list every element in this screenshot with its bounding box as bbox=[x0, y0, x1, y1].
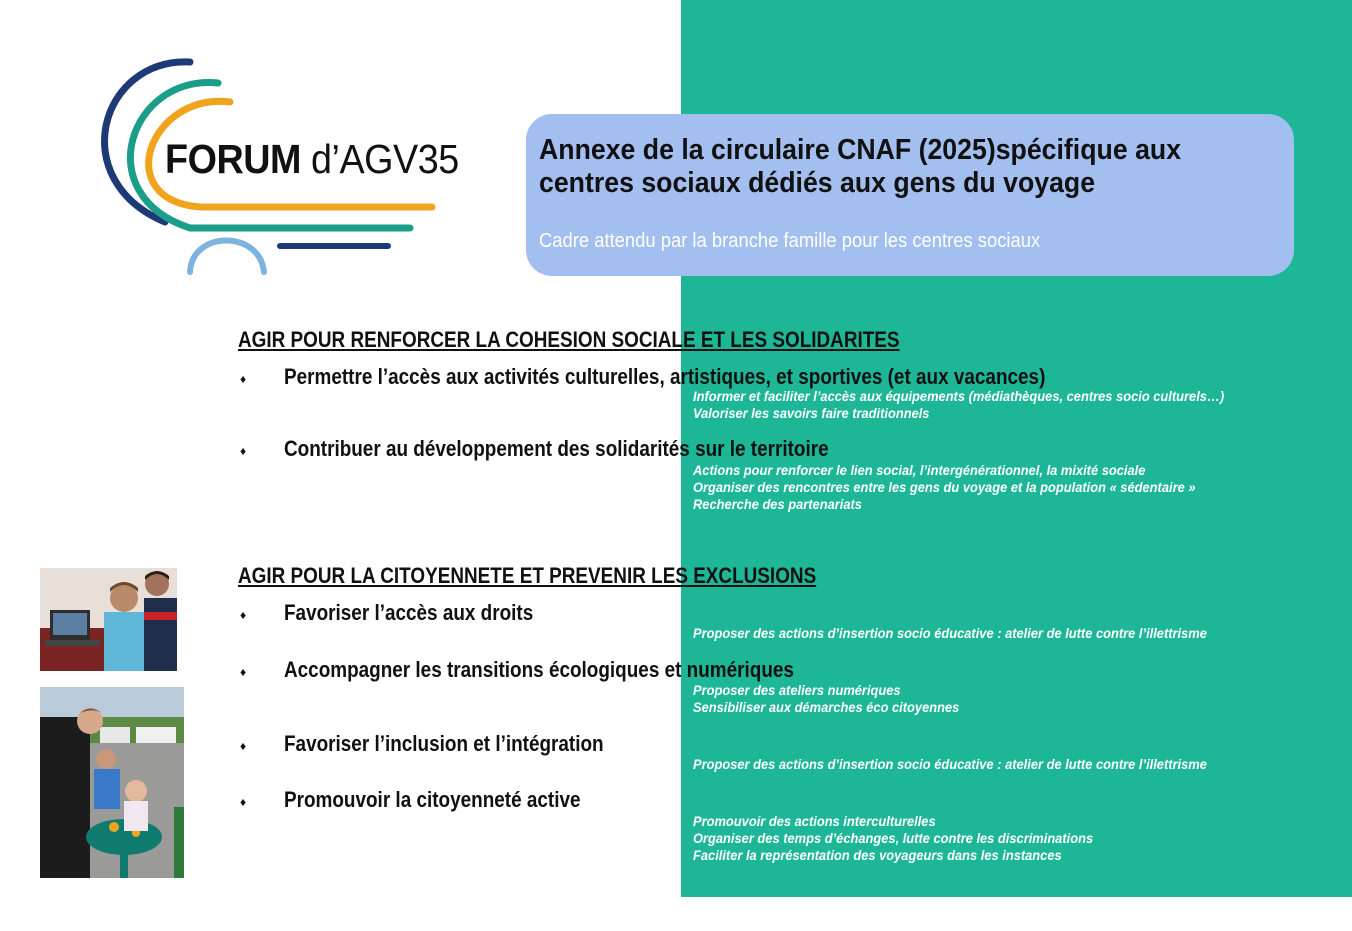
detail-line: Informer et faciliter l’accès aux équipements (médiathèques, centres socio culturels…) bbox=[693, 388, 1225, 404]
logo-text-bold: FORUM bbox=[165, 136, 301, 182]
photo-activity-outdoor bbox=[40, 687, 184, 878]
item-acces-activites: Permettre l’accès aux activités culturelles, artistiques, et sportives (et aux vacances) bbox=[284, 364, 1046, 389]
item-acces-droits-details bbox=[693, 625, 1207, 642]
logo-text bbox=[165, 136, 459, 183]
bullet-icon: ♦ bbox=[240, 608, 247, 622]
bullet-icon: ♦ bbox=[240, 739, 247, 753]
detail-line: Recherche des partenariats bbox=[693, 496, 862, 512]
logo-arch-lightblue bbox=[190, 241, 264, 273]
logo-text-regular: d’AGV35 bbox=[300, 136, 459, 182]
page-title-line2: centres sociaux dédiés aux gens du voyage bbox=[539, 167, 1096, 199]
item-transitions-details bbox=[693, 682, 959, 716]
item-citoyennete-active: Promouvoir la citoyenneté active bbox=[284, 787, 581, 812]
page-subtitle: Cadre attendu par la branche famille pour les centres sociaux bbox=[539, 230, 1041, 252]
item-solidarites-details bbox=[693, 462, 1195, 513]
photo-children-laptop bbox=[40, 568, 177, 671]
detail-line: Sensibiliser aux démarches éco citoyennes bbox=[693, 699, 960, 715]
bullet-icon: ♦ bbox=[240, 372, 247, 386]
detail-line: Proposer des actions d’insertion socio éducative : atelier de lutte contre l’illettrisme bbox=[693, 756, 1207, 772]
detail-line: Organiser des rencontres entre les gens du voyage et la population « sédentaire » bbox=[693, 479, 1196, 495]
detail-line: Proposer des ateliers numériques bbox=[693, 682, 901, 698]
section-heading-cohesion: AGIR POUR RENFORCER LA COHESION SOCIALE ET LES SOLIDARITES bbox=[238, 327, 900, 352]
item-inclusion: Favoriser l’inclusion et l’intégration bbox=[284, 731, 604, 756]
item-transitions: Accompagner les transitions écologiques et numériques bbox=[284, 657, 794, 682]
title-box bbox=[526, 114, 1294, 276]
detail-line: Valoriser les savoirs faire traditionnels bbox=[693, 405, 930, 421]
detail-line: Actions pour renforcer le lien social, l’intergénérationnel, la mixité sociale bbox=[693, 462, 1146, 478]
item-acces-activites-details bbox=[693, 388, 1224, 422]
detail-line: Promouvoir des actions interculturelles bbox=[693, 813, 936, 829]
bullet-icon: ♦ bbox=[240, 795, 247, 809]
detail-line: Organiser des temps d’échanges, lutte contre les discriminations bbox=[693, 830, 1094, 846]
item-acces-droits: Favoriser l’accès aux droits bbox=[284, 600, 534, 625]
detail-line: Proposer des actions d’insertion socio éducative : atelier de lutte contre l’illettrisme bbox=[693, 625, 1207, 641]
bullet-icon: ♦ bbox=[240, 665, 247, 679]
section-heading-citoyennete: AGIR POUR LA CITOYENNETE ET PREVENIR LES EXCLUSIONS bbox=[238, 563, 817, 588]
page-title-line1: Annexe de la circulaire CNAF (2025)spécifique aux bbox=[539, 134, 1182, 166]
page-title bbox=[539, 134, 1224, 200]
item-citoyennete-active-details bbox=[693, 813, 1093, 864]
bullet-icon: ♦ bbox=[240, 444, 247, 458]
detail-line: Faciliter la représentation des voyageurs dans les instances bbox=[693, 847, 1062, 863]
item-inclusion-details bbox=[693, 756, 1207, 773]
item-solidarites: Contribuer au développement des solidarités sur le territoire bbox=[284, 436, 829, 461]
